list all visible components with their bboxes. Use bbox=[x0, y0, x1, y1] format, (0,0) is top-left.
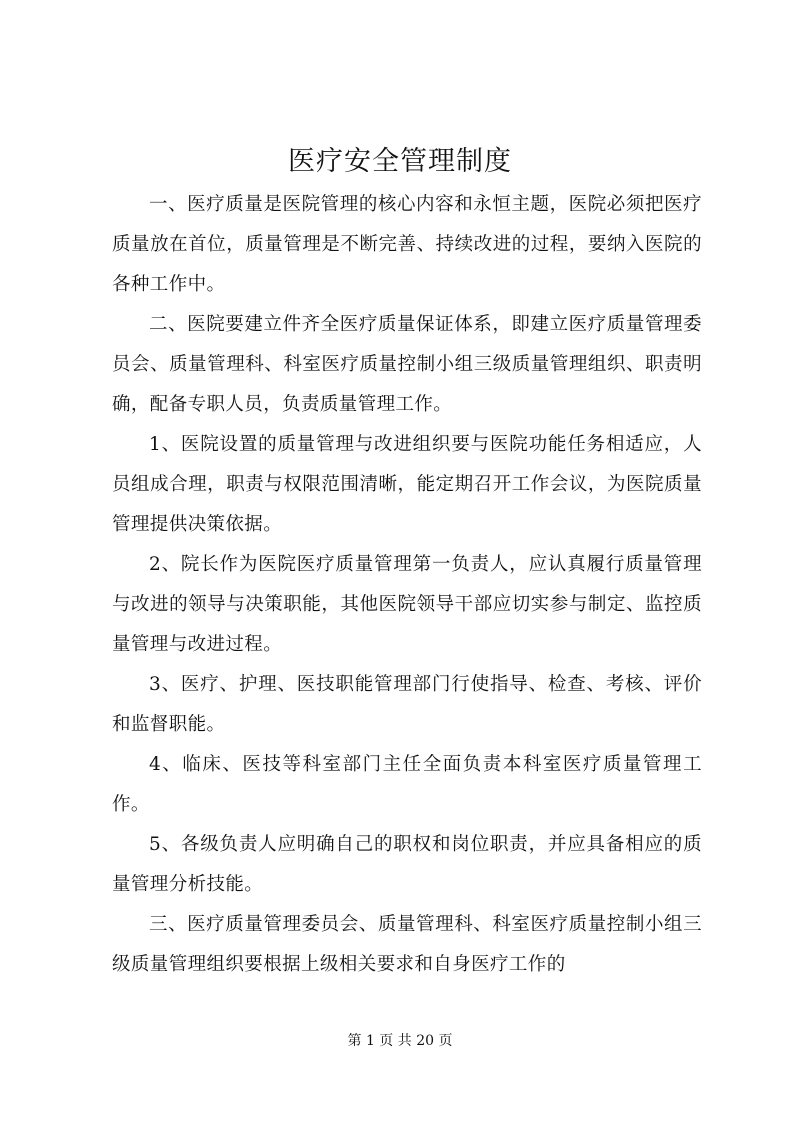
paragraph-8: 三、医疗质量管理委员会、质量管理科、科室医疗质量控制小组三级质量管理组织要根据上级相关要求和自身医疗工作的 bbox=[112, 914, 702, 975]
page-title: 医疗安全管理制度 bbox=[288, 146, 512, 177]
paragraph-7: 5、各级负责人应明确自己的职权和岗位职责，并应具备相应的质量管理分析技能。 bbox=[112, 834, 702, 895]
paragraph-2: 二、医院要建立件齐全医疗质量保证体系，即建立医疗质量管理委员会、质量管理科、科室医疗质量控制小组三级质量管理组织、职责明确，配备专职人员，负责质量管理工作。 bbox=[112, 314, 702, 415]
paragraph-5: 3、医疗、护理、医技职能管理部门行使指导、检查、考核、评价和监督职能。 bbox=[112, 674, 702, 735]
paragraph-3: 1、医院设置的质量管理与改进组织要与医院功能任务相适应，人员组成合理，职责与权限范围清晰，能定期召开工作会议，为医院质量管理提供决策依据。 bbox=[112, 434, 702, 535]
paragraph-6: 4、临床、医技等科室部门主任全面负责本科室医疗质量管理工作。 bbox=[112, 754, 702, 815]
page-number-footer: 第 1 页 共 20 页 bbox=[347, 1033, 453, 1049]
paragraph-4: 2、院长作为医院医疗质量管理第一负责人，应认真履行质量管理与改进的领导与决策职能，其他医院领导干部应切实参与制定、监控质量管理与改进过程。 bbox=[112, 554, 702, 655]
document-body bbox=[112, 185, 702, 985]
paragraph-1: 一、医疗质量是医院管理的核心内容和永恒主题，医院必须把医疗质量放在首位，质量管理是不断完善、持续改进的过程，要纳入医院的各种工作中。 bbox=[112, 194, 702, 295]
